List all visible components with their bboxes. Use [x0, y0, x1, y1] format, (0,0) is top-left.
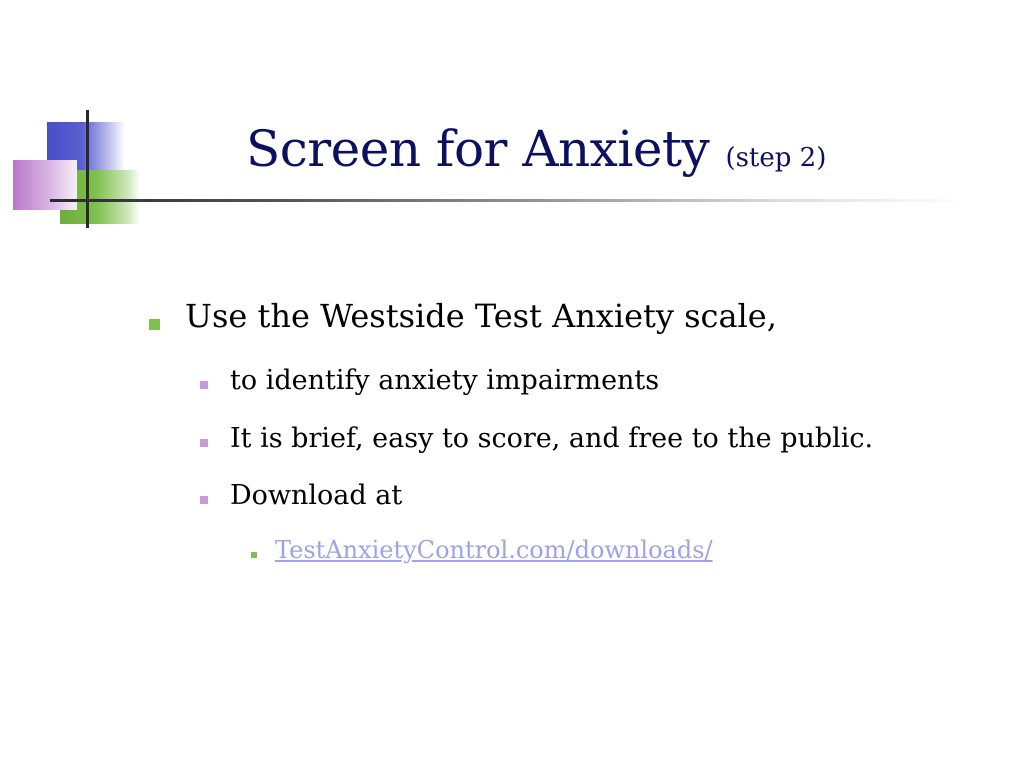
square-bullet-icon — [251, 552, 257, 558]
slide-title-main: Screen for Anxiety — [246, 120, 710, 178]
bullet-text: to identify anxiety impairments — [230, 365, 660, 396]
square-bullet-icon — [149, 319, 160, 330]
bullet-text: It is brief, easy to score, and free to the public. — [230, 423, 874, 454]
bullet-level2-item — [230, 423, 873, 454]
bullet-text: Download at — [230, 480, 403, 511]
bullet-text: Use the Westside Test Anxiety scale, — [185, 297, 777, 335]
bullet-level2-item — [230, 480, 402, 511]
download-link[interactable]: TestAnxietyControl.com/downloads/ — [275, 536, 713, 564]
bullet-level2-item — [230, 365, 659, 396]
square-bullet-icon — [200, 496, 208, 504]
bullet-level1 — [185, 297, 777, 335]
bullet-level3-item — [275, 536, 713, 564]
square-bullet-icon — [200, 439, 208, 447]
square-bullet-icon — [200, 381, 208, 389]
slide-title-suffix: (step 2) — [725, 143, 827, 173]
